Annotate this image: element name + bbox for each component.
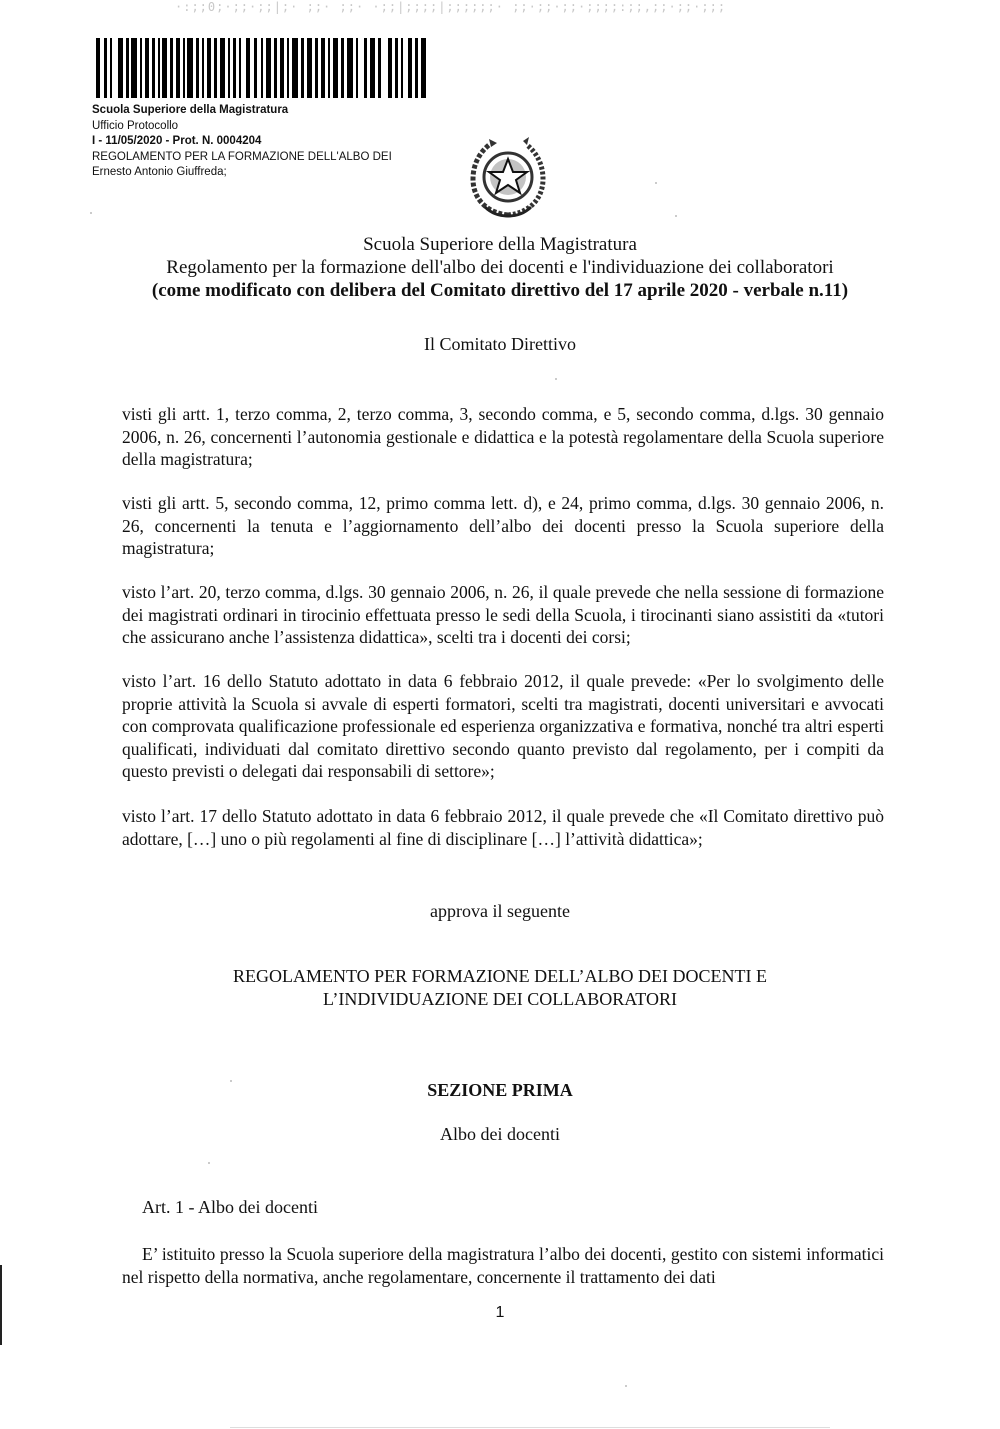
scan-speck	[655, 182, 657, 184]
scan-speck	[675, 215, 677, 217]
recital-paragraph: visti gli artt. 1, terzo comma, 2, terzo comma, 3, secondo comma, e 5, secondo comma, d.lgs. 30 gennaio 2006, n. 26, concernenti l’autonomia gestionale e didattica e la potestà regolamentare della Scuola superiore della magistratura;	[122, 404, 884, 469]
scan-edge-mark	[0, 1265, 2, 1345]
recital-paragraph: visti gli artt. 5, secondo comma, 12, primo comma lett. d), e 24, primo comma, d.lgs. 30 gennaio 2006, n. 26, concernenti la tenuta e l’aggiornamento dell’albo dei docenti presso la Scuola superiore della magistratura;	[122, 493, 884, 558]
scan-bottom-line	[230, 1427, 830, 1428]
amendment-note: (come modificato con delibera del Comitato direttivo del 17 aprile 2020 - verbale n.11)	[151, 280, 849, 301]
protocol-institution: Scuola Superiore della Magistratura	[92, 104, 289, 116]
regulation-full-title: Regolamento per la formazione dell'albo dei docenti e l'individuazione dei collaboratori	[166, 257, 834, 278]
protocol-number: I - 11/05/2020 - Prot. N. 0004204	[92, 135, 262, 147]
article-heading: Art. 1 - Albo dei docenti	[142, 1197, 318, 1217]
scan-speck	[625, 1385, 627, 1387]
scan-artifact-text: ·:;;0;·;;·;;|;· ;;· ;;· ·;;|;;;;|;;;;;;· ;;·;;·;;·;;;;:;;,;;·;;·;;;	[175, 0, 727, 14]
protocol-stamp	[92, 103, 392, 181]
article-body: E’ istituito presso la Scuola superiore della magistratura l’albo dei docenti, gestito con sistemi informatici nel rispetto della normativa, anche regolamentare, concernente il trattamento dei dati	[122, 1244, 884, 1287]
scan-speck	[90, 212, 92, 214]
republic-emblem-icon	[467, 135, 549, 221]
regulation-title-line: REGOLAMENTO PER FORMAZIONE DELL’ALBO DEI DOCENTI E	[233, 966, 767, 986]
committee-heading: Il Comitato Direttivo	[424, 334, 576, 354]
regulation-title-line: L’INDIVIDUAZIONE DEI COLLABORATORI	[323, 989, 677, 1009]
document-title-block	[0, 233, 1000, 302]
section-subtitle: Albo dei docenti	[440, 1124, 560, 1144]
regulation-title	[0, 965, 1000, 1011]
recital-paragraph: visto l’art. 17 dello Statuto adottato in data 6 febbraio 2012, il quale prevede che «Il Comitato direttivo può adottare, […] uno o più regolamenti al fine di disciplinare […] l’attività didattica»;	[122, 806, 884, 849]
barcode	[96, 38, 426, 98]
recital-paragraph: visto l’art. 16 dello Statuto adottato in data 6 febbraio 2012, il quale prevede: «Per lo svolgimento delle proprie attività la Scuola si avvale di esperti formatori, scelti tra magistrati, docenti universitari e avvocati con comprovata qualificazione professionale ed esperienza organizzativa e formativa, nonché tra altri esperti qualificati, individuati dal comitato direttivo secondo quanto previsto dal regolamento, per i compiti da questo previsti o delegati dai responsabili di settore»;	[122, 671, 884, 781]
scan-speck	[555, 378, 557, 380]
protocol-subject: REGOLAMENTO PER LA FORMAZIONE DELL'ALBO DEI	[92, 150, 392, 163]
protocol-office: Ufficio Protocollo	[92, 119, 179, 132]
protocol-person: Ernesto Antonio Giuffreda;	[92, 166, 227, 178]
section-title: SEZIONE PRIMA	[427, 1080, 573, 1100]
school-name: Scuola Superiore della Magistratura	[363, 234, 637, 255]
scan-speck	[208, 1162, 210, 1164]
approval-line: approva il seguente	[430, 901, 570, 921]
recital-paragraph: visto l’art. 20, terzo comma, d.lgs. 30 gennaio 2006, n. 26, il quale prevede che nella sessione di formazione dei magistrati ordinari in tirocinio effettuata presso le sedi della Scuola, i tirocinanti siano assistiti da «tutori che assicurano anche l’assistenza didattica», scelti tra i docenti dei corsi;	[122, 582, 884, 647]
page-number: 1	[495, 1304, 505, 1321]
